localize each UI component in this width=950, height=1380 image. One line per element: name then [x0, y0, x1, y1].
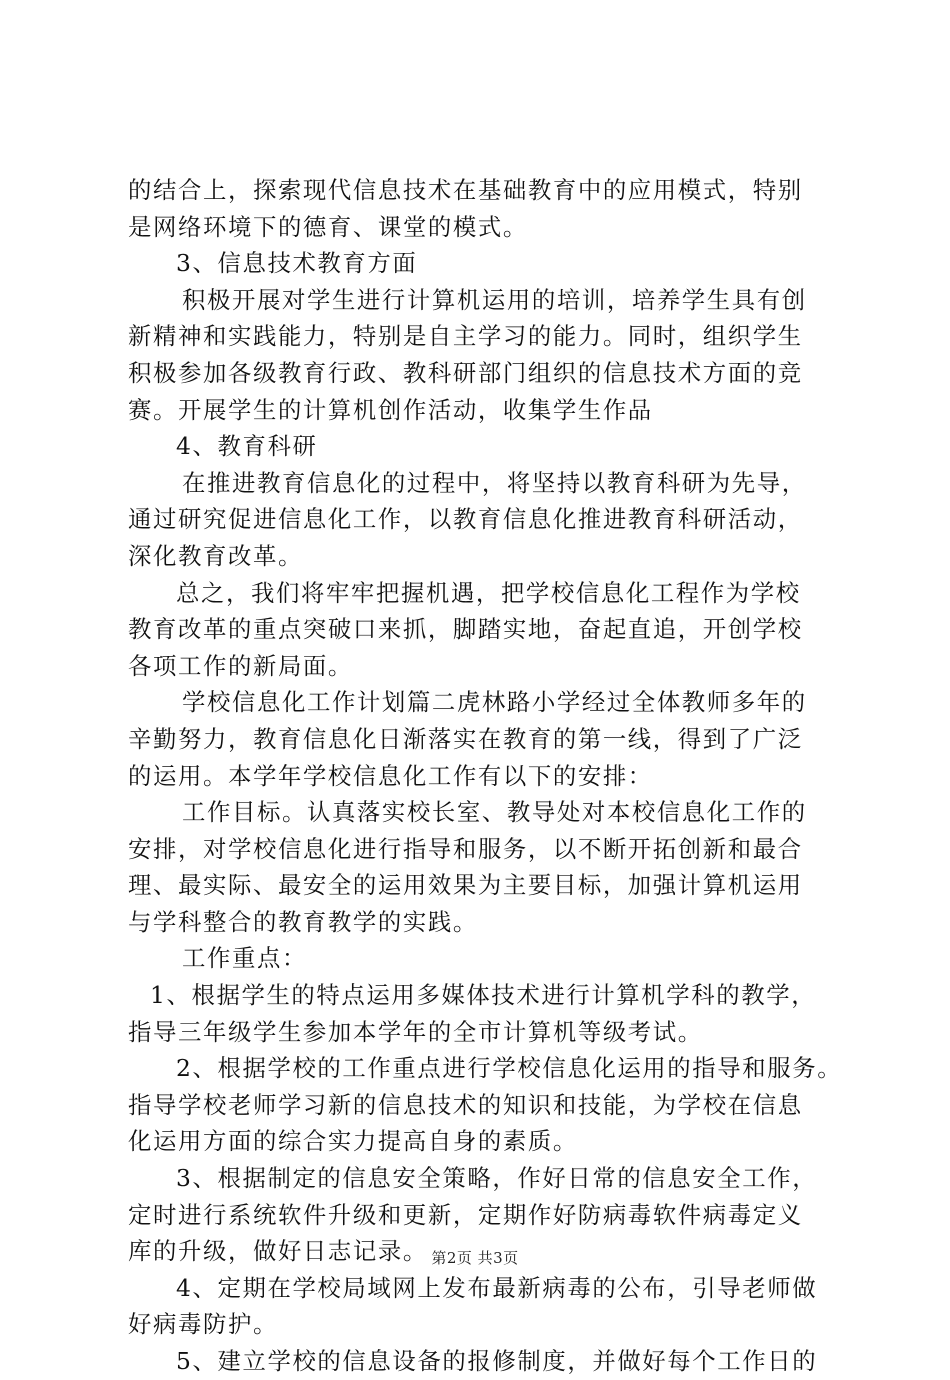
text-line-12: 总之，我们将牢牢把握机遇，把学校信息化工程作为学校	[176, 578, 801, 607]
text-line-13: 教育改革的重点突破口来抓，脚踏实地，奋起直追，开创学校	[128, 615, 803, 644]
text-line-25: 2、根据学校的工作重点进行学校信息化运用的指导和服务。	[176, 1054, 843, 1083]
text-line-32: 好病毒防护。	[128, 1310, 278, 1339]
section-heading-info-tech: 3、信息技术教育方面	[176, 249, 418, 278]
text-line-1: 的结合上，探索现代信息技术在基础教育中的应用模式，特别	[128, 176, 803, 204]
text-line-11: 深化教育改革。	[128, 541, 303, 570]
text-line-29: 定时进行系统软件升级和更新，定期作好防病毒软件病毒定义	[128, 1200, 803, 1229]
text-line-10: 通过研究促进信息化工作，以教育信息化推进教育科研活动，	[128, 505, 803, 534]
text-line-5: 新精神和实践能力，特别是自主学习的能力。同时，组织学生	[128, 322, 803, 351]
text-line-27: 化运用方面的综合实力提高自身的素质。	[128, 1127, 578, 1156]
text-line-9: 在推进教育信息化的过程中，将坚持以教育科研为先导，	[182, 468, 807, 497]
page-indicator: 第2页 共3页	[431, 1249, 519, 1267]
text-line-6: 积极参加各级教育行政、教科研部门组织的信息技术方面的竞	[128, 358, 803, 387]
text-line-20: 理、最实际、最安全的运用效果为主要目标，加强计算机运用	[128, 871, 803, 900]
text-line-31: 4、定期在学校局域网上发布最新病毒的公布，引导老师做	[176, 1273, 818, 1302]
text-line-4: 积极开展对学生进行计算机运用的培训，培养学生具有创	[182, 285, 807, 314]
text-line-2: 是网络环境下的德育、课堂的模式。	[128, 212, 528, 241]
text-line-26: 指导学校老师学习新的信息技术的知识和技能，为学校在信息	[128, 1090, 803, 1119]
text-line-15: 学校信息化工作计划篇二虎林路小学经过全体教师多年的	[182, 688, 807, 717]
document-body	[128, 172, 843, 1380]
text-line-14: 各项工作的新局面。	[128, 651, 353, 680]
text-line-18: 工作目标。认真落实校长室、教导处对本校信息化工作的	[182, 798, 807, 827]
text-line-19: 安排，对学校信息化进行指导和服务，以不断开拓创新和最合	[128, 834, 803, 863]
text-line-30: 库的升级，做好日志记录。	[128, 1237, 428, 1266]
text-line-17: 的运用。本学年学校信息化工作有以下的安排：	[128, 761, 653, 790]
text-line-24: 指导三年级学生参加本学年的全市计算机等级考试。	[128, 1017, 703, 1046]
text-line-16: 辛勤努力，教育信息化日渐落实在教育的第一线，得到了广泛	[128, 724, 803, 753]
text-line-21: 与学科整合的教育教学的实践。	[128, 907, 478, 936]
text-line-33: 5、建立学校的信息设备的报修制度，并做好每个工作日的	[176, 1347, 818, 1375]
text-line-23: 1、根据学生的特点运用多媒体技术进行计算机学科的教学，	[150, 981, 817, 1010]
text-line-7: 赛。开展学生的计算机创作活动，收集学生作品	[128, 395, 653, 424]
text-line-28: 3、根据制定的信息安全策略，作好日常的信息安全工作，	[176, 1164, 818, 1193]
section-heading-key-points: 工作重点：	[182, 944, 307, 973]
section-heading-research: 4、教育科研	[176, 432, 318, 461]
